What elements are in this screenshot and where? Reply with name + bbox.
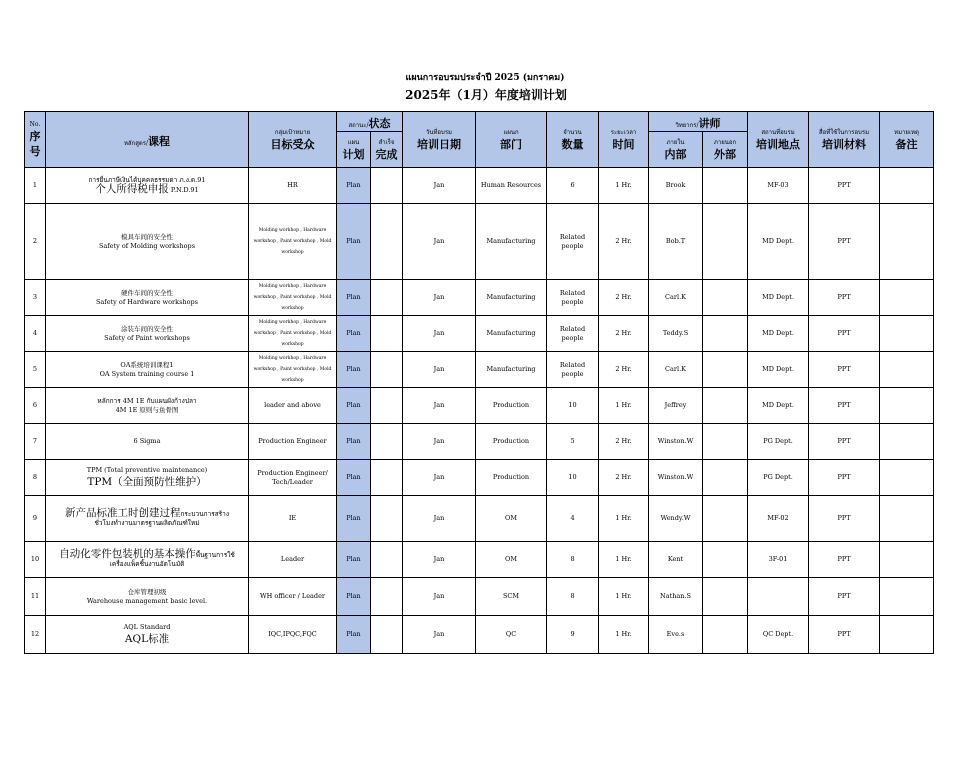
row-dept: Production	[476, 388, 547, 424]
row-internal: Bob.T	[649, 204, 703, 280]
row-date: Jan	[403, 578, 476, 616]
row-target: HR	[249, 168, 337, 204]
row-remark	[880, 204, 934, 280]
row-status: Plan	[337, 352, 371, 388]
row-target: Molding workhop , Hardware workshop , Paint workshop , Mold workshop	[249, 280, 337, 316]
row-status: Plan	[337, 204, 371, 280]
row-target: WH officer / Leader	[249, 578, 337, 616]
row-duration: 2 Hr.	[599, 280, 649, 316]
row-duration: 1 Hr.	[599, 168, 649, 204]
row-internal: Kent	[649, 542, 703, 578]
table-row	[25, 578, 934, 616]
row-material: PPT	[809, 352, 880, 388]
row-place: MF-03	[748, 168, 809, 204]
row-place: MD Dept.	[748, 352, 809, 388]
row-remark	[880, 280, 934, 316]
row-dept: Manufacturing	[476, 316, 547, 352]
row-no: 5	[25, 352, 46, 388]
row-remark	[880, 496, 934, 542]
row-place: QC Dept.	[748, 616, 809, 654]
row-done	[371, 496, 403, 542]
row-remark	[880, 168, 934, 204]
row-dept: Human Resources	[476, 168, 547, 204]
header-qty: จำนวน 数量	[547, 112, 599, 168]
row-status: Plan	[337, 168, 371, 204]
header-place: สถานที่อบรม 培训地点	[748, 112, 809, 168]
row-duration: 1 Hr.	[599, 496, 649, 542]
row-status: Plan	[337, 388, 371, 424]
table-row	[25, 616, 934, 654]
header-no: No. 序号	[25, 112, 46, 168]
header-internal: ภายใน 内部	[649, 132, 703, 168]
row-no: 2	[25, 204, 46, 280]
row-target: IQC,IPQC,FQC	[249, 616, 337, 654]
row-target: Molding workhop , Hardware workshop , Paint workshop , Mold workshop	[249, 352, 337, 388]
row-no: 8	[25, 460, 46, 496]
row-duration: 2 Hr.	[599, 204, 649, 280]
row-material: PPT	[809, 316, 880, 352]
title-chinese: 2025年（1月）年度培训计划	[405, 88, 567, 102]
row-external	[703, 616, 748, 654]
row-status: Plan	[337, 316, 371, 352]
row-remark	[880, 542, 934, 578]
row-dept: Production	[476, 424, 547, 460]
row-done	[371, 424, 403, 460]
row-topic: 6 Sigma	[46, 424, 249, 460]
row-material: PPT	[809, 542, 880, 578]
row-topic: 模具车间的安全性 Safety of Molding workshops	[46, 204, 249, 280]
row-duration: 1 Hr.	[599, 388, 649, 424]
header-duration: ระยะเวลา 时间	[599, 112, 649, 168]
row-duration: 2 Hr.	[599, 460, 649, 496]
row-no: 10	[25, 542, 46, 578]
row-qty: 8	[547, 578, 599, 616]
header-status: สถานะ/状态	[337, 112, 403, 132]
row-target: IE	[249, 496, 337, 542]
row-qty: 6	[547, 168, 599, 204]
table-row	[25, 168, 934, 204]
row-dept: Production	[476, 460, 547, 496]
row-topic: หลักการ 4M 1E กับแผนผังก้างปลา 4M 1E 原则与鱼骨图	[46, 388, 249, 424]
row-internal: Nathan.S	[649, 578, 703, 616]
row-remark	[880, 578, 934, 616]
row-internal: Carl.K	[649, 280, 703, 316]
row-topic: 涂装车间的安全性 Safety of Paint workshops	[46, 316, 249, 352]
row-external	[703, 280, 748, 316]
row-no: 9	[25, 496, 46, 542]
row-status: Plan	[337, 578, 371, 616]
row-external	[703, 352, 748, 388]
row-no: 3	[25, 280, 46, 316]
row-external	[703, 496, 748, 542]
row-place	[748, 578, 809, 616]
row-material: PPT	[809, 496, 880, 542]
row-topic: 自动化零件包装机的基本操作พื้นฐานการใช้ เครื่องแพ็คชิ้นงานอัตโนมัติ	[46, 542, 249, 578]
row-material: PPT	[809, 388, 880, 424]
row-material: PPT	[809, 424, 880, 460]
table-row	[25, 316, 934, 352]
row-external	[703, 542, 748, 578]
row-duration: 1 Hr.	[599, 578, 649, 616]
table-row	[25, 496, 934, 542]
row-place: MD Dept.	[748, 204, 809, 280]
header-course: หลักสูตร/课程	[46, 112, 249, 168]
row-topic: การยื่นภาษีเงินได้บุคคลธรรมดา ภ.ง.ด.91 个人所得税申报 P.N.D.91	[46, 168, 249, 204]
row-done	[371, 460, 403, 496]
table-header	[25, 112, 934, 168]
row-remark	[880, 616, 934, 654]
row-done	[371, 204, 403, 280]
row-qty: 9	[547, 616, 599, 654]
row-target: Molding workhop , Hardware workshop , Paint workshop , Mold workshop	[249, 316, 337, 352]
table-row	[25, 388, 934, 424]
row-status: Plan	[337, 542, 371, 578]
row-qty: Related people	[547, 204, 599, 280]
row-qty: Related people	[547, 280, 599, 316]
row-place: PG Dept.	[748, 460, 809, 496]
row-material: PPT	[809, 578, 880, 616]
row-internal: Winston.W	[649, 460, 703, 496]
row-duration: 2 Hr.	[599, 352, 649, 388]
table-row	[25, 424, 934, 460]
row-material: PPT	[809, 280, 880, 316]
row-date: Jan	[403, 204, 476, 280]
row-place: PG Dept.	[748, 424, 809, 460]
row-status: Plan	[337, 424, 371, 460]
row-external	[703, 316, 748, 352]
row-no: 11	[25, 578, 46, 616]
row-dept: Manufacturing	[476, 352, 547, 388]
row-qty: 8	[547, 542, 599, 578]
row-internal: Teddy.S	[649, 316, 703, 352]
table-row	[25, 204, 934, 280]
row-dept: QC	[476, 616, 547, 654]
header-plan: แผน 计划	[337, 132, 371, 168]
row-place: MD Dept.	[748, 388, 809, 424]
header-done: สำเร็จ 完成	[371, 132, 403, 168]
row-internal: Jeffrey	[649, 388, 703, 424]
row-topic: OA系统培训课程1 OA System training course 1	[46, 352, 249, 388]
row-material: PPT	[809, 616, 880, 654]
row-qty: Related people	[547, 352, 599, 388]
table-row	[25, 542, 934, 578]
header-dept: แผนก 部门	[476, 112, 547, 168]
title-thai: แผนการอบรมประจำปี 2025 (มกราคม)	[405, 73, 565, 83]
row-done	[371, 578, 403, 616]
row-date: Jan	[403, 388, 476, 424]
row-remark	[880, 460, 934, 496]
document-titles	[0, 70, 980, 104]
training-plan-table	[24, 111, 934, 654]
row-target: Leader	[249, 542, 337, 578]
row-no: 1	[25, 168, 46, 204]
row-no: 6	[25, 388, 46, 424]
row-topic: 新产品标准工时创建过程กระบวนการสร้าง ชั่วโมงทำงานมาตรฐานผลิตภัณฑ์ใหม่	[46, 496, 249, 542]
row-done	[371, 388, 403, 424]
header-remark: หมายเหตุ 备注	[880, 112, 934, 168]
row-dept: OM	[476, 542, 547, 578]
row-remark	[880, 388, 934, 424]
row-external	[703, 204, 748, 280]
row-internal: Carl.K	[649, 352, 703, 388]
row-duration: 2 Hr.	[599, 424, 649, 460]
row-date: Jan	[403, 280, 476, 316]
row-done	[371, 280, 403, 316]
row-topic: 硬件车间的安全性 Safety of Hardware workshops	[46, 280, 249, 316]
row-external	[703, 578, 748, 616]
row-place: MD Dept.	[748, 280, 809, 316]
table-row	[25, 460, 934, 496]
row-topic: 仓库管理初级 Warehouse management basic level.	[46, 578, 249, 616]
row-remark	[880, 316, 934, 352]
row-no: 7	[25, 424, 46, 460]
row-done	[371, 616, 403, 654]
row-external	[703, 388, 748, 424]
row-qty: 10	[547, 460, 599, 496]
row-dept: OM	[476, 496, 547, 542]
row-target: leader and above	[249, 388, 337, 424]
row-duration: 2 Hr.	[599, 316, 649, 352]
row-qty: 10	[547, 388, 599, 424]
row-status: Plan	[337, 460, 371, 496]
row-date: Jan	[403, 316, 476, 352]
row-qty: 5	[547, 424, 599, 460]
row-status: Plan	[337, 496, 371, 542]
row-remark	[880, 352, 934, 388]
row-place: MF-02	[748, 496, 809, 542]
row-dept: SCM	[476, 578, 547, 616]
row-target: Production Engineer/ Tech/Leader	[249, 460, 337, 496]
row-status: Plan	[337, 616, 371, 654]
row-internal: Brook	[649, 168, 703, 204]
row-qty: 4	[547, 496, 599, 542]
row-dept: Manufacturing	[476, 204, 547, 280]
row-duration: 1 Hr.	[599, 616, 649, 654]
header-target: กลุ่มเป้าหมาย 目标受众	[249, 112, 337, 168]
row-date: Jan	[403, 542, 476, 578]
row-external	[703, 168, 748, 204]
row-internal: Winston.W	[649, 424, 703, 460]
row-done	[371, 352, 403, 388]
row-target: Molding workhop , Hardware workshop , Paint workshop , Mold workshop	[249, 204, 337, 280]
row-no: 4	[25, 316, 46, 352]
row-duration: 1 Hr.	[599, 542, 649, 578]
row-place: 3F-01	[748, 542, 809, 578]
header-external: ภายนอก 外部	[703, 132, 748, 168]
row-internal: Eve.s	[649, 616, 703, 654]
row-date: Jan	[403, 616, 476, 654]
row-date: Jan	[403, 168, 476, 204]
header-lecturer: วิทยากร/讲师	[649, 112, 748, 132]
header-date: วันที่อบรม 培训日期	[403, 112, 476, 168]
row-internal: Wendy.W	[649, 496, 703, 542]
row-done	[371, 316, 403, 352]
table-row	[25, 352, 934, 388]
header-material: สื่อที่ใช้ในการอบรม 培训材料	[809, 112, 880, 168]
row-done	[371, 542, 403, 578]
row-topic: AQL Standard AQL标准	[46, 616, 249, 654]
row-external	[703, 424, 748, 460]
row-material: PPT	[809, 168, 880, 204]
row-date: Jan	[403, 460, 476, 496]
row-place: MD Dept.	[748, 316, 809, 352]
row-topic: TPM (Total preventive maintenance) TPM（全面预防性维护）	[46, 460, 249, 496]
row-status: Plan	[337, 280, 371, 316]
table-body	[25, 168, 934, 654]
row-date: Jan	[403, 352, 476, 388]
row-qty: Related people	[547, 316, 599, 352]
row-date: Jan	[403, 424, 476, 460]
row-no: 12	[25, 616, 46, 654]
table-row	[25, 280, 934, 316]
row-material: PPT	[809, 204, 880, 280]
row-material: PPT	[809, 460, 880, 496]
row-target: Production Engineer	[249, 424, 337, 460]
row-date: Jan	[403, 496, 476, 542]
row-external	[703, 460, 748, 496]
row-dept: Manufacturing	[476, 280, 547, 316]
row-remark	[880, 424, 934, 460]
row-done	[371, 168, 403, 204]
